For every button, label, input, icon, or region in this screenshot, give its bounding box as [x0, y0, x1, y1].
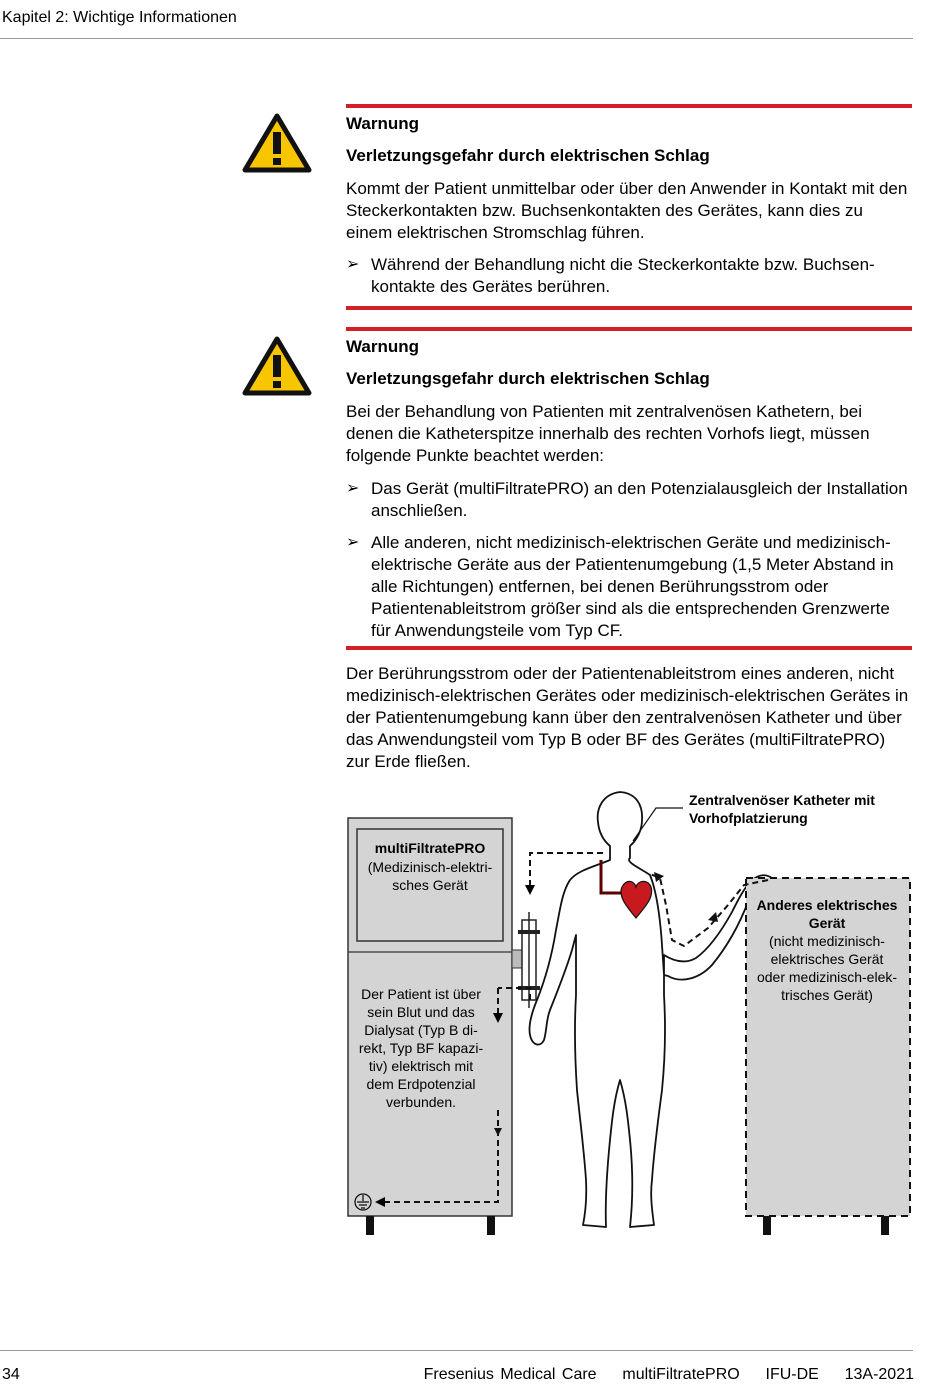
catheter-label-2: Vorhofplatzierung: [689, 810, 808, 826]
device-sub-2: sches Gerät: [392, 877, 468, 893]
warning-2-bullet-2: [346, 532, 912, 642]
warning-1-bottom-bar: [346, 306, 912, 310]
patient-note-3: Dialysat (Typ B di-: [364, 1022, 478, 1038]
arrow-bullet-icon: ➢: [346, 480, 360, 497]
warning-1-label: Warnung: [346, 114, 420, 133]
footer-divider: [0, 1350, 913, 1351]
warning-1-bullet: [346, 254, 912, 298]
warning-1-title: Verletzungsgefahr durch elektrischen Schlag: [346, 146, 710, 165]
footer-doc: IFU-DE: [765, 1366, 819, 1383]
page-number: 34: [2, 1366, 20, 1383]
body-paragraph: Der Berührungsstrom oder der Patientenableitstrom eines anderen, nicht medizinisch-elektrischen Gerätes oder medizinisch-elektrischen Gerätes in der Patientenumgebung kann über den zentralvenösen Katheter und über das Anwendungsteil vom Typ B oder BF des Gerätes (multiFiltratePRO) zur Erde fließen.: [346, 664, 909, 771]
other-device-box: [746, 878, 910, 1235]
other-device-title-2: Gerät: [808, 915, 846, 931]
footer-product: multiFiltratePRO: [622, 1366, 740, 1383]
catheter-label-1: Zentralvenöser Katheter mit: [689, 792, 875, 808]
patient-note-7: verbunden.: [385, 1094, 457, 1110]
warning-2-bottom-bar: [346, 646, 912, 650]
patient-note-5: tiv) elektrisch mit: [368, 1058, 474, 1074]
footer-company: Fresenius Medical Care: [423, 1366, 597, 1383]
other-device-sub-3: oder medizinisch-elek-: [756, 969, 898, 985]
patient-note-2: sein Blut und das: [367, 1004, 475, 1020]
device-title: multiFiltratePRO: [374, 840, 486, 856]
dialyzer-filter: [518, 912, 540, 1008]
warning-2-top-bar: [346, 327, 912, 331]
other-device-sub-1: (nicht medizinisch-: [769, 933, 885, 949]
warning-triangle-icon: [242, 113, 312, 173]
other-device-title-1: Anderes elektrisches: [756, 897, 898, 913]
leakage-current-diagram: [0, 780, 950, 1250]
warning-triangle-icon: [242, 336, 312, 396]
bullet-text: Das Gerät (multiFiltratePRO) an den Potenzialausgleich der Installation anschließen.: [371, 479, 908, 520]
patient-note-4: rekt, Typ BF kapazi-: [358, 1040, 484, 1056]
patient-note-6: dem Erdpotenzial: [366, 1076, 476, 1092]
warning-1-top-bar: [346, 104, 912, 108]
other-device-sub-4: trisches Gerät): [781, 987, 873, 1003]
other-device-sub-2: elektrisches Gerät: [770, 951, 884, 967]
device-sub-1: (Medizinisch-elektri-: [367, 859, 493, 875]
header-divider: [0, 38, 913, 39]
footer-version: 13A-2021: [844, 1366, 914, 1383]
patient-note-1: Der Patient ist über: [361, 986, 481, 1002]
chapter-header: Kapitel 2: Wichtige Informationen: [2, 9, 237, 26]
arrow-bullet-icon: ➢: [346, 256, 360, 273]
patient-figure: [529, 792, 772, 1227]
warning-1-text: Kommt der Patient unmittelbar oder über den Anwender in Kontakt mit den Steckerkontakten bzw. Buchsenkontakten des Gerätes, kann dies zu einem elektrischen Stromschlag führen.: [346, 179, 908, 242]
bullet-text: Während der Behandlung nicht die Steckerkontakte bzw. Buchsenkontakte des Gerätes berühren.: [371, 255, 875, 296]
warning-2-label: Warnung: [346, 337, 420, 356]
footer-info: [424, 1366, 914, 1384]
ground-icon: [355, 1194, 371, 1210]
warning-2-title: Verletzungsgefahr durch elektrischen Schlag: [346, 369, 710, 388]
warning-2-text: Bei der Behandlung von Patienten mit zentralvenösen Kathetern, bei denen die Katheterspitze innerhalb des rechten Vorhofs liegt, müssen folgende Punkte beachtet werden:: [346, 402, 870, 465]
arrow-bullet-icon: ➢: [346, 534, 360, 551]
warning-2-bullet-1: [346, 478, 912, 522]
bullet-text: Alle anderen, nicht medizinisch-elektrischen Geräte und medizinisch-elektrische Geräte aus der Patientenumgebung (1,5 Meter Abstand in alle Richtungen) entfernen, bei denen Berührungsstrom oder Patientenableitstrom größer sind als die entsprechenden Grenzwerte für Anwendungsteile vom Typ CF.: [371, 533, 894, 640]
